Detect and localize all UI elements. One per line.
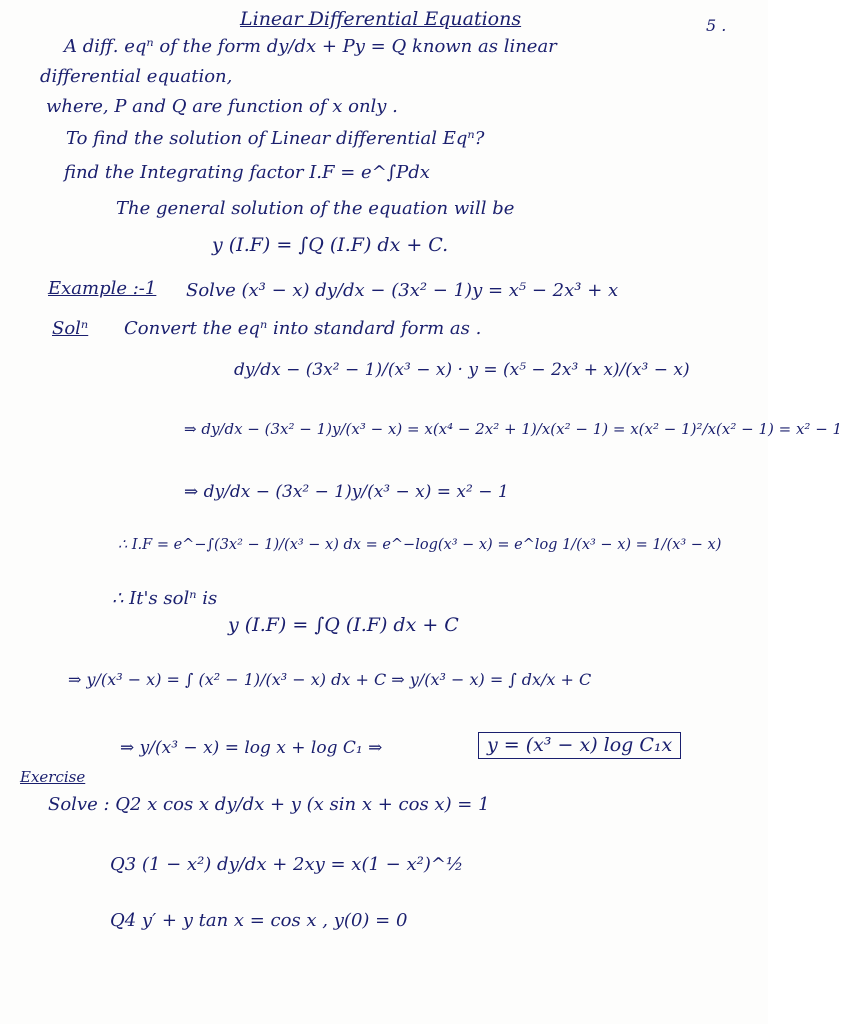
exercise-question-3: Q3 (1 − x²) dy/dx + 2xy = x(1 − x²)^½: [110, 854, 464, 875]
solution-heading: Solⁿ: [52, 318, 89, 339]
solution-line-9: ⇒ y/(x³ − x) = log x + log C₁ ⇒: [120, 738, 383, 758]
solution-line-2: dy/dx − (3x² − 1)/(x³ − x) · y = (x⁵ − 2x³ + x)/(x³ − x): [234, 360, 690, 380]
page-mark: 5 .: [706, 16, 727, 35]
definition-line-2: differential equation,: [40, 66, 233, 87]
exercise-heading: Exercise: [20, 768, 86, 786]
definition-line-3: where, P and Q are function of x only .: [46, 96, 398, 117]
solution-line-6: ∴ It's solⁿ is: [112, 588, 218, 609]
example-question: Solve (x³ − x) dy/dx − (3x² − 1)y = x⁵ − 2x³ + x: [186, 280, 619, 301]
definition-line-5: find the Integrating factor I.F = e^∫Pdx: [64, 162, 430, 183]
exercise-question-4: Q4 y′ + y tan x = cos x , y(0) = 0: [110, 910, 408, 931]
definition-line-1: A diff. eqⁿ of the form dy/dx + Py = Q known as linear: [64, 36, 557, 57]
solution-line-7: y (I.F) = ∫Q (I.F) dx + C: [228, 614, 459, 636]
definition-line-6: The general solution of the equation will be: [116, 198, 515, 219]
general-solution-formula: y (I.F) = ∫Q (I.F) dx + C.: [212, 234, 449, 256]
exercise-question-2: Solve : Q2 x cos x dy/dx + y (x sin x + cos x) = 1: [48, 794, 490, 815]
example-heading: Example :-1: [48, 278, 157, 299]
solution-line-1: Convert the eqⁿ into standard form as .: [124, 318, 482, 339]
solution-line-4: ⇒ dy/dx − (3x² − 1)y/(x³ − x) = x² − 1: [184, 482, 509, 502]
final-answer-box: y = (x³ − x) log C₁x: [478, 732, 681, 759]
page-title: Linear Differential Equations: [240, 8, 522, 30]
solution-line-8: ⇒ y/(x³ − x) = ∫ (x² − 1)/(x³ − x) dx + C ⇒ y/(x³ − x) = ∫ dx/x + C: [68, 670, 592, 689]
definition-line-4: To find the solution of Linear differential Eqⁿ?: [66, 128, 485, 149]
solution-line-5: ∴ I.F = e^−∫(3x² − 1)/(x³ − x) dx = e^−log(x³ − x) = e^log 1/(x³ − x) = 1/(x³ − x): [118, 537, 722, 553]
solution-line-3: ⇒ dy/dx − (3x² − 1)y/(x³ − x) = x(x⁴ − 2x² + 1)/x(x² − 1) = x(x² − 1)²/x(x² − 1) = x² − 1: [184, 420, 842, 438]
